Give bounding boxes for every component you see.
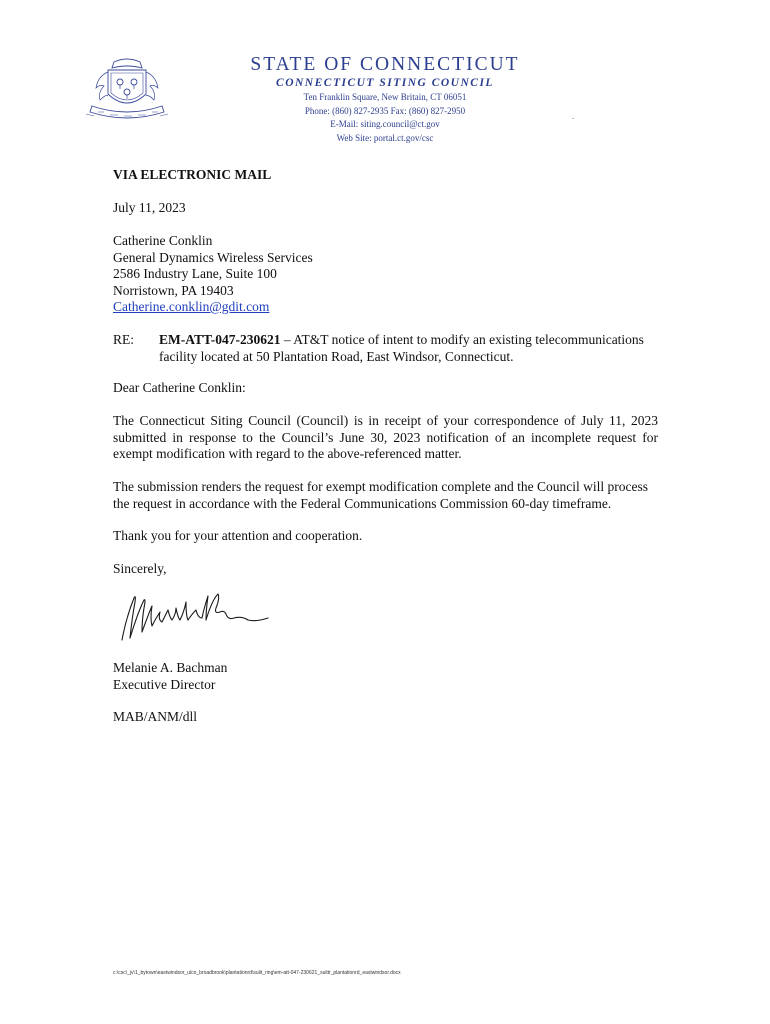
letterhead-email: E-Mail: siting.council@ct.gov [330,119,440,129]
letter-date: July 11, 2023 [113,200,186,215]
recipient-address [113,233,658,316]
letterhead-website: Web Site: portal.ct.gov/csc [336,132,434,143]
re-label: RE: [113,332,135,347]
letterhead-phone: Phone: (860) 827-2935 Fax: (860) 827-2950 [304,105,466,116]
recipient-company: General Dynamics Wireless Services [113,249,313,265]
re-docket-number: EM-ATT-047-230621 [159,332,281,347]
recipient-email-link[interactable]: Catherine.conklin@gdit.com [113,299,270,314]
signer-block [113,660,658,693]
signer-title: Executive Director [113,676,216,692]
re-subject [159,332,658,365]
signature-image [116,588,276,648]
state-seal-icon [84,54,170,126]
signer-name: Melanie A. Bachman [113,660,228,675]
delivery-method: VIA ELECTRONIC MAIL [113,167,272,182]
letterhead-title: STATE OF CONNECTICUT [250,54,520,75]
re-description: – AT&T notice of intent to modify an existing telecommunications facility located at 50 Plantation Road, East Windsor, Connecticut. [159,332,644,364]
salutation: Dear Catherine Conklin: [113,380,246,395]
recipient-street: 2586 Industry Lane, Suite 100 [113,266,277,281]
recipient-city: Norristown, PA 19403 [113,282,234,298]
scan-mark [572,118,574,119]
body-paragraph-1: The Connecticut Siting Council (Council) is in receipt of your correspondence of July 11, 2023 submitted in response to the Council’s June 30, 2023 notification of an incomplete request for exempt modification with regard to the above-referenced matter. [113,413,658,461]
recipient-name: Catherine Conklin [113,233,213,248]
body-paragraph-3: Thank you for your attention and cooperation. [113,528,363,543]
typist-initials: MAB/ANM/dll [113,709,198,724]
letterhead-agency: CONNECTICUT SITING COUNCIL [276,77,494,89]
letterhead-address: Ten Franklin Square, New Britain, CT 06051 [303,92,467,102]
body-paragraph-2: The submission renders the request for exempt modification complete and the Council will process the request in accordance with the Federal Communications Commission 60-day timeframe. [113,479,648,511]
footer-file-path: c:\csc\_jv\1_bytown\eastwindsor_ulco_broadbrook\plantationrd\sulit_ring\em-att-047-230621_sulitr_plantationrd_eastwindsor.docx [113,970,401,976]
letterhead [200,54,570,145]
closing: Sincerely, [113,561,167,576]
